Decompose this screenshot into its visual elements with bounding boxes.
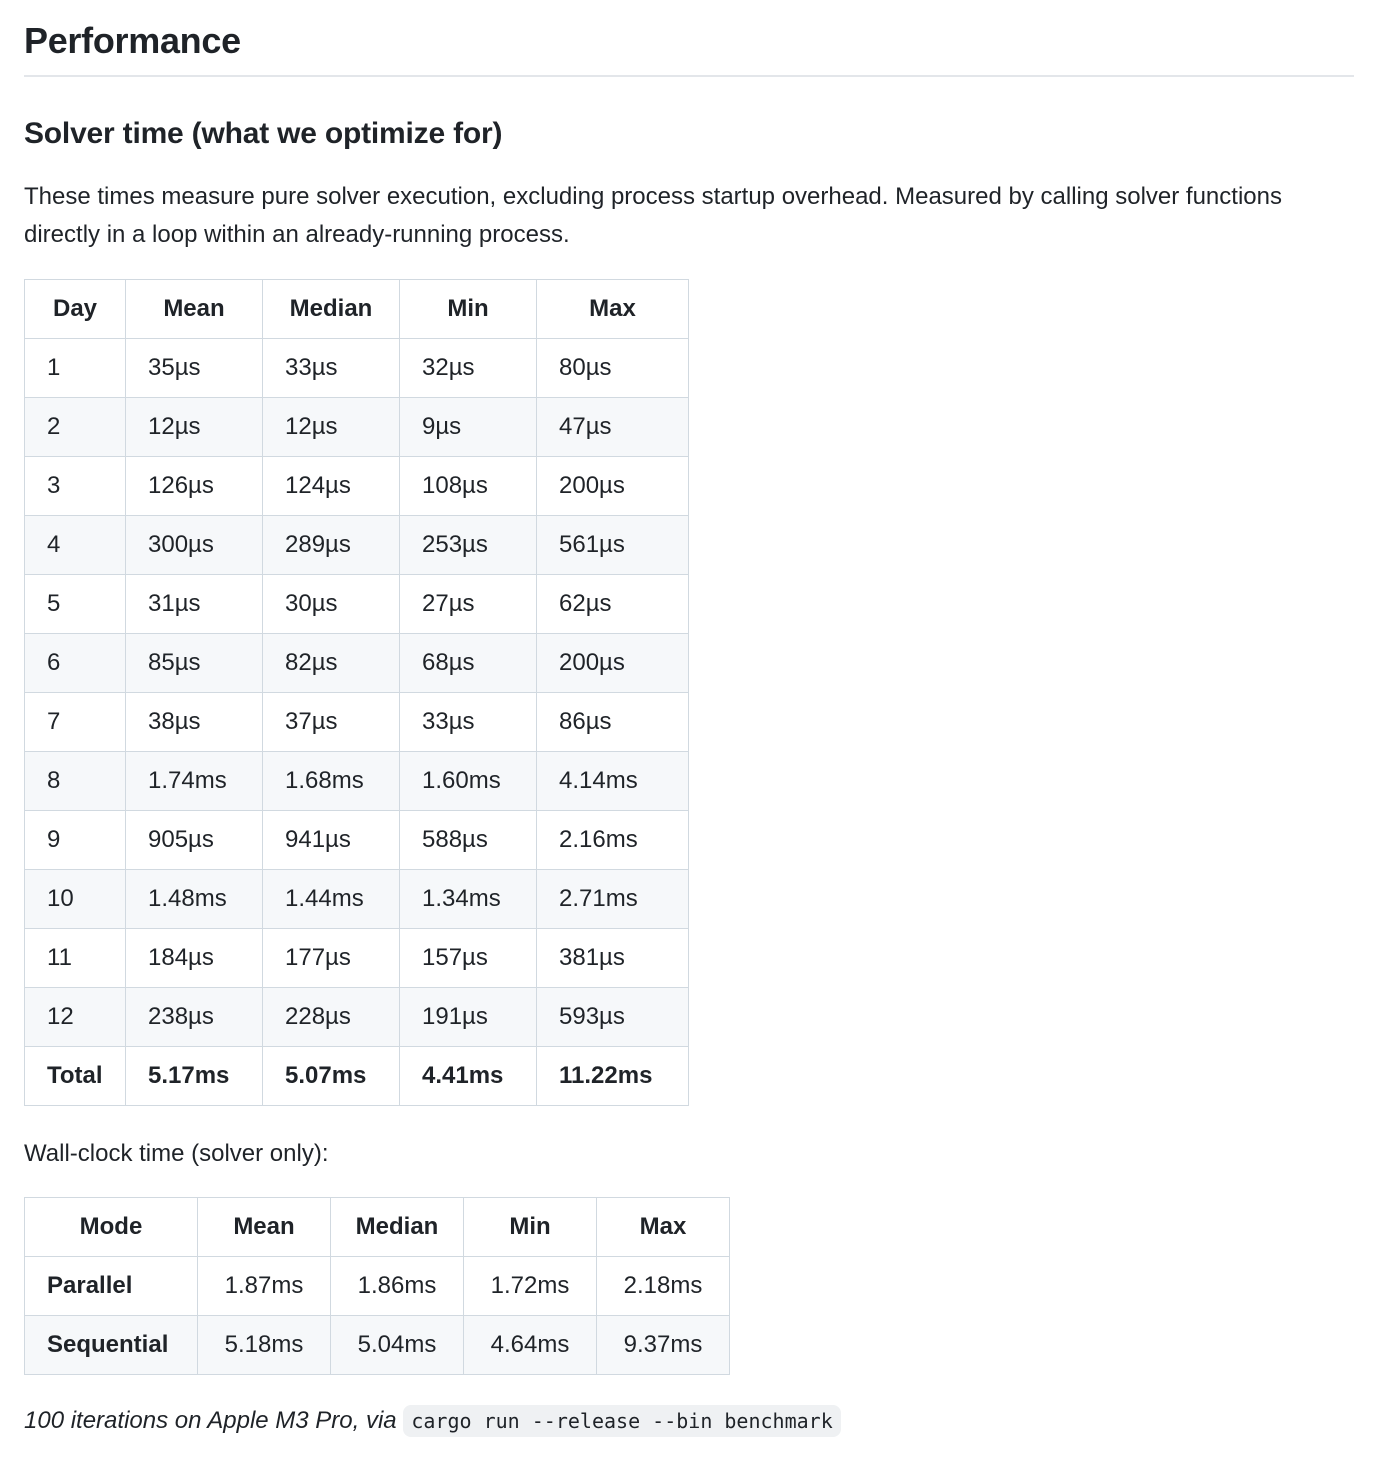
cell-day: 4 — [25, 515, 126, 574]
cell-day: 6 — [25, 633, 126, 692]
cell-max: 2.71ms — [537, 869, 689, 928]
cell-day: 11 — [25, 928, 126, 987]
cell-total-mean: 5.17ms — [126, 1046, 263, 1105]
wall-clock-label: Wall-clock time (solver only): — [24, 1139, 329, 1167]
cell-min: 9µs — [400, 397, 537, 456]
table-row — [25, 869, 689, 928]
cell-median: 1.44ms — [263, 869, 400, 928]
table-row — [25, 751, 689, 810]
table-header-row — [25, 279, 689, 338]
cell-mean: 1.74ms — [126, 751, 263, 810]
cell-max: 593µs — [537, 987, 689, 1046]
cell-mean: 12µs — [126, 397, 263, 456]
cell-min: 1.34ms — [400, 869, 537, 928]
cell-day: 1 — [25, 338, 126, 397]
cell-median: 30µs — [263, 574, 400, 633]
cell-median: 37µs — [263, 692, 400, 751]
section-title: Solver time (what we optimize for) — [24, 117, 503, 150]
cell-mean: 126µs — [126, 456, 263, 515]
cell-mean: 300µs — [126, 515, 263, 574]
cell-max: 9.37ms — [597, 1315, 730, 1374]
table-row — [25, 397, 689, 456]
cell-mode: Parallel — [25, 1256, 198, 1315]
cell-max: 200µs — [537, 456, 689, 515]
table-row — [25, 928, 689, 987]
cell-day: 5 — [25, 574, 126, 633]
cell-median: 177µs — [263, 928, 400, 987]
cell-max: 2.18ms — [597, 1256, 730, 1315]
cell-mean: 31µs — [126, 574, 263, 633]
cell-max: 47µs — [537, 397, 689, 456]
cell-min: 108µs — [400, 456, 537, 515]
cell-day: 10 — [25, 869, 126, 928]
cell-mean: 238µs — [126, 987, 263, 1046]
cell-median: 124µs — [263, 456, 400, 515]
cell-mean: 85µs — [126, 633, 263, 692]
table-row — [25, 574, 689, 633]
cell-total-median: 5.07ms — [263, 1046, 400, 1105]
solver-time-table — [24, 279, 689, 1106]
table-row — [25, 987, 689, 1046]
cell-min: 1.72ms — [464, 1256, 597, 1315]
column-header-min: Min — [400, 279, 537, 338]
cell-max: 561µs — [537, 515, 689, 574]
description: These times measure pure solver execution, excluding process startup overhead. Measured by calling solver functions directly in a loop within an already-running process. — [24, 182, 1282, 248]
cell-total-min: 4.41ms — [400, 1046, 537, 1105]
cell-min: 68µs — [400, 633, 537, 692]
footnote-text: 100 iterations on Apple M3 Pro, via — [24, 1406, 397, 1434]
cell-max: 4.14ms — [537, 751, 689, 810]
cell-mean: 38µs — [126, 692, 263, 751]
column-header-max: Max — [597, 1197, 730, 1256]
cell-day: 8 — [25, 751, 126, 810]
cell-median: 228µs — [263, 987, 400, 1046]
wall-clock-table — [24, 1197, 730, 1375]
column-header-mean: Mean — [126, 279, 263, 338]
cell-day: 3 — [25, 456, 126, 515]
cell-day: 7 — [25, 692, 126, 751]
column-header-mode: Mode — [25, 1197, 198, 1256]
cell-median: 82µs — [263, 633, 400, 692]
table-row — [25, 338, 689, 397]
cell-mean: 35µs — [126, 338, 263, 397]
cell-mean: 184µs — [126, 928, 263, 987]
cell-mean: 1.48ms — [126, 869, 263, 928]
cell-total-max: 11.22ms — [537, 1046, 689, 1105]
cell-max: 2.16ms — [537, 810, 689, 869]
cell-max: 86µs — [537, 692, 689, 751]
cell-day: 2 — [25, 397, 126, 456]
cell-max: 381µs — [537, 928, 689, 987]
page-title: Performance — [24, 0, 1354, 77]
table-row — [25, 1315, 730, 1374]
cell-median: 941µs — [263, 810, 400, 869]
cell-min: 253µs — [400, 515, 537, 574]
cell-day: 9 — [25, 810, 126, 869]
footnote — [24, 1403, 1354, 1439]
table-row — [25, 1256, 730, 1315]
column-header-min: Min — [464, 1197, 597, 1256]
cell-min: 27µs — [400, 574, 537, 633]
cell-median: 33µs — [263, 338, 400, 397]
column-header-mean: Mean — [198, 1197, 331, 1256]
cell-day: 12 — [25, 987, 126, 1046]
cell-median: 1.68ms — [263, 751, 400, 810]
table-header-row — [25, 1197, 730, 1256]
table-total-row — [25, 1046, 689, 1105]
cell-min: 33µs — [400, 692, 537, 751]
cell-min: 32µs — [400, 338, 537, 397]
cell-mean: 5.18ms — [198, 1315, 331, 1374]
cell-mean: 1.87ms — [198, 1256, 331, 1315]
cell-max: 80µs — [537, 338, 689, 397]
table-row — [25, 810, 689, 869]
cell-min: 1.60ms — [400, 751, 537, 810]
cell-median: 5.04ms — [331, 1315, 464, 1374]
cell-mode: Sequential — [25, 1315, 198, 1374]
table-row — [25, 456, 689, 515]
column-header-day: Day — [25, 279, 126, 338]
benchmark-command: cargo run --release --bin benchmark — [403, 1405, 840, 1437]
cell-min: 157µs — [400, 928, 537, 987]
cell-total-label: Total — [25, 1046, 126, 1105]
cell-min: 191µs — [400, 987, 537, 1046]
column-header-median: Median — [263, 279, 400, 338]
cell-median: 289µs — [263, 515, 400, 574]
cell-min: 4.64ms — [464, 1315, 597, 1374]
column-header-median: Median — [331, 1197, 464, 1256]
table-row — [25, 692, 689, 751]
cell-mean: 905µs — [126, 810, 263, 869]
table-row — [25, 515, 689, 574]
cell-max: 200µs — [537, 633, 689, 692]
cell-min: 588µs — [400, 810, 537, 869]
table-row — [25, 633, 689, 692]
cell-max: 62µs — [537, 574, 689, 633]
column-header-max: Max — [537, 279, 689, 338]
cell-median: 12µs — [263, 397, 400, 456]
cell-median: 1.86ms — [331, 1256, 464, 1315]
